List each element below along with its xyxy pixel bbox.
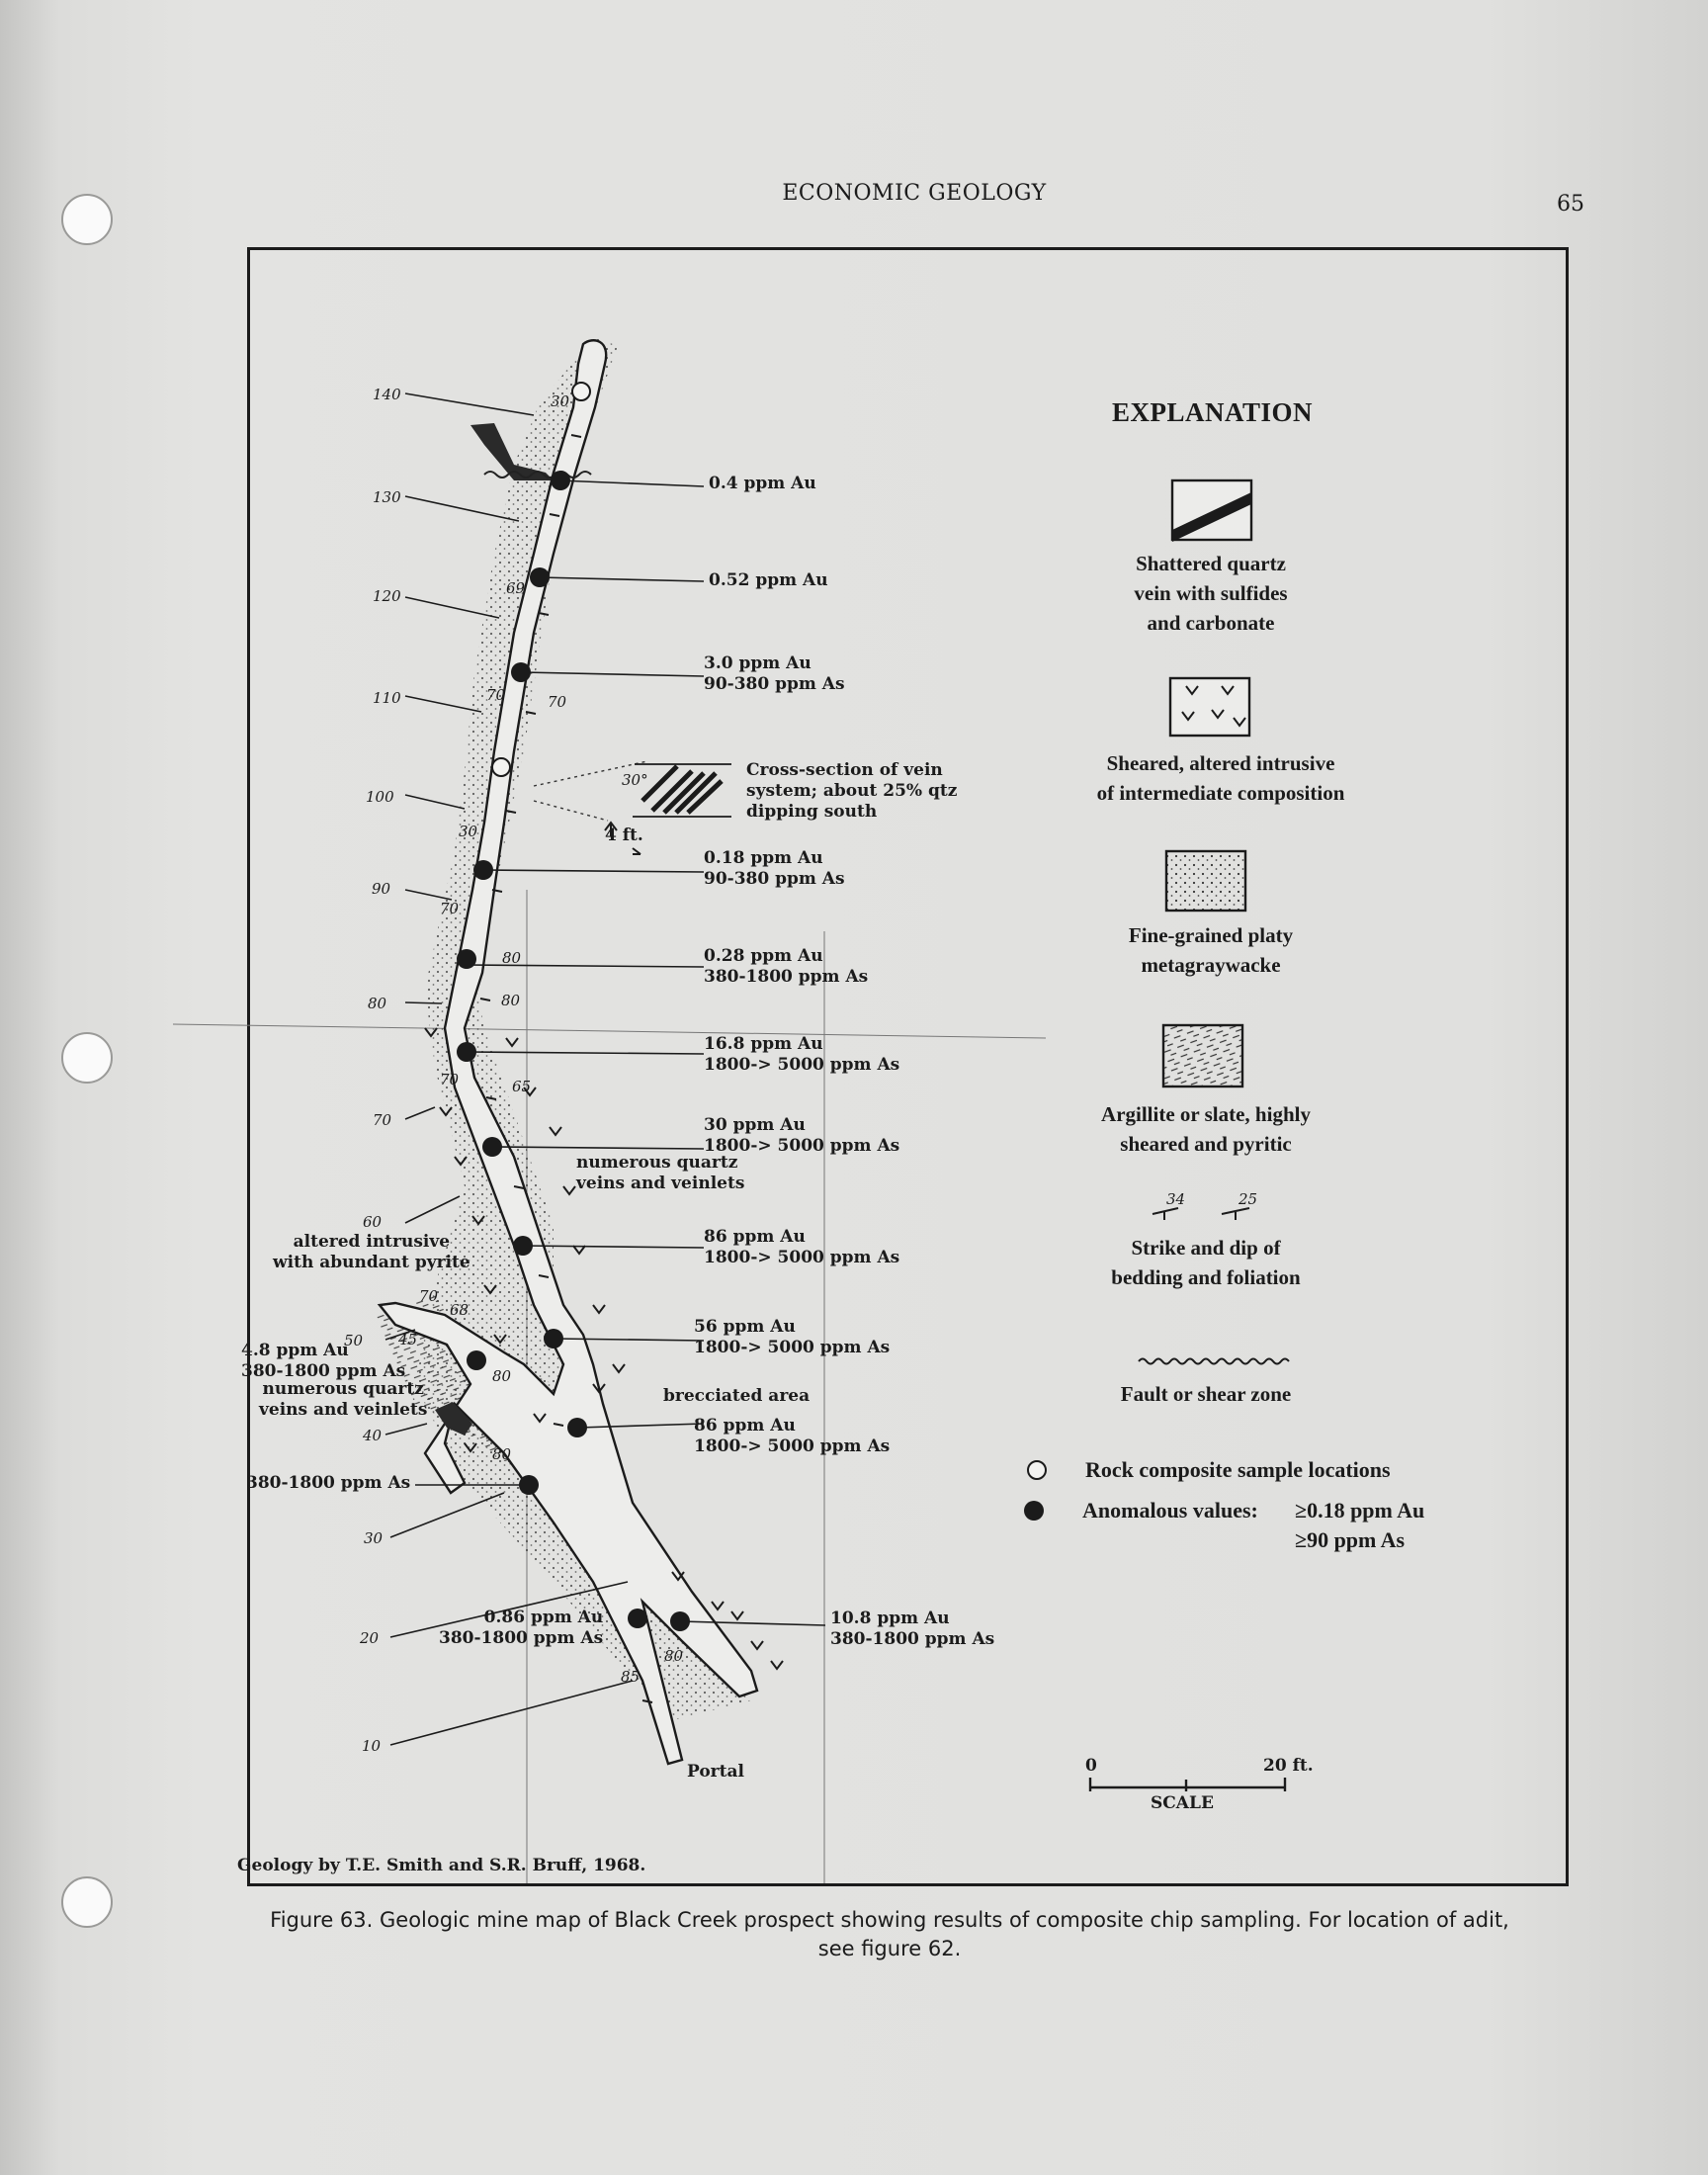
portal-label: Portal (687, 1762, 744, 1782)
sample-label: 0.4 ppm Au (709, 474, 816, 493)
sample-label: 0.86 ppm Au 380-1800 ppm As (439, 1608, 604, 1648)
legend-metagraywacke: Fine-grained platy metagraywacke (1128, 923, 1294, 977)
dip-value: 65 (512, 1078, 532, 1095)
cross-section-width: 4 ft. (605, 826, 643, 845)
distance-mark: 120 (373, 587, 401, 605)
dip-value: 68 (450, 1301, 470, 1319)
legend-anomalous-as: ≥90 ppm As (1295, 1527, 1406, 1552)
legend-fault: Fault or shear zone (1120, 1382, 1292, 1406)
distance-mark: 140 (373, 386, 401, 403)
dip-value: 69 (506, 579, 526, 597)
legend-sheared-intrusive: Sheared, altered intrusive of intermediate composition (1096, 751, 1345, 805)
dip-value: 45 (398, 1331, 418, 1348)
note-quartz-veins-lower: numerous quartz veins and veinlets (259, 1379, 428, 1420)
distance-mark: 40 (363, 1427, 383, 1444)
page-number: 65 (1557, 192, 1584, 217)
distance-mark: 70 (373, 1111, 392, 1129)
dip-value: 80 (501, 992, 521, 1009)
scale-label: SCALE (1151, 1793, 1214, 1813)
dip-value: 70 (440, 1071, 460, 1088)
distance-mark: 60 (363, 1213, 383, 1231)
dip-value: 80 (502, 949, 522, 967)
distance-mark: 100 (366, 788, 394, 806)
dip-value: 80 (492, 1445, 512, 1463)
sample-label: 30 ppm Au 1800-> 5000 ppm As (704, 1115, 900, 1156)
figure-caption: Figure 63. Geologic mine map of Black Creek prospect showing results of composite chip sampling. For location of adit, see figure 62. (270, 1908, 1509, 1960)
sample-label: 56 ppm Au 1800-> 5000 ppm As (694, 1317, 891, 1357)
distance-mark: 50 (344, 1332, 364, 1349)
distance-mark: 110 (373, 689, 401, 707)
map-credit: Geology by T.E. Smith and S.R. Bruff, 1968. (237, 1856, 646, 1875)
legend-anomalous-au: ≥0.18 ppm Au (1295, 1498, 1425, 1522)
dip-value: 80 (664, 1647, 684, 1665)
dip-value: 70 (486, 686, 506, 704)
legend-anomalous: Anomalous values: (1082, 1498, 1258, 1522)
dip-value: 85 (621, 1668, 640, 1686)
dip-value: 70 (440, 900, 460, 917)
legend-quartz-vein: Shattered quartz vein with sulfides and carbonate (1134, 552, 1288, 635)
sample-label: 86 ppm Au 1800-> 5000 ppm As (694, 1416, 891, 1456)
dip-value: 80 (492, 1367, 512, 1385)
dip-value: 70 (548, 693, 567, 711)
dip-value: 70 (419, 1287, 439, 1305)
sample-label: 0.18 ppm Au 90-380 ppm As (704, 848, 845, 889)
scale-start: 0 (1085, 1756, 1097, 1776)
sample-label: 10.8 ppm Au 380-1800 ppm As (830, 1609, 995, 1649)
legend-rock-sample: Rock composite sample locations (1085, 1457, 1391, 1482)
cross-section-note: Cross-section of vein system; about 25% qtz dipping south (746, 760, 958, 822)
sample-label: 380-1800 ppm As (246, 1473, 411, 1493)
legend-argillite: Argillite or slate, highly sheared and pyritic (1101, 1102, 1311, 1156)
distance-mark: 90 (372, 880, 391, 898)
sample-label: 0.28 ppm Au 380-1800 ppm As (704, 946, 869, 987)
note-brecciated: brecciated area (663, 1386, 811, 1406)
legend-strike-example: 25 (1238, 1190, 1258, 1208)
distance-mark: 10 (362, 1737, 382, 1755)
distance-mark: 30 (364, 1529, 384, 1547)
scale-end: 20 ft. (1263, 1756, 1314, 1776)
dip-value: 30 (459, 823, 478, 840)
legend-strike-dip: Strike and dip of bedding and foliation (1111, 1236, 1301, 1289)
sample-label: 0.52 ppm Au (709, 570, 828, 590)
note-quartz-veins-upper: numerous quartz veins and veinlets (576, 1153, 745, 1193)
sample-label: 86 ppm Au 1800-> 5000 ppm As (704, 1227, 900, 1267)
distance-mark: 20 (360, 1629, 380, 1647)
explanation-title: EXPLANATION (1112, 397, 1314, 427)
legend-strike-example: 34 (1166, 1190, 1186, 1208)
dip-value: 30 (551, 392, 570, 410)
sample-label: 3.0 ppm Au 90-380 ppm As (704, 653, 845, 694)
distance-mark: 130 (373, 488, 401, 506)
cross-section-dip: 30° (622, 771, 648, 789)
running-head: ECONOMIC GEOLOGY (782, 181, 1047, 206)
sample-label: 16.8 ppm Au 1800-> 5000 ppm As (704, 1034, 900, 1075)
distance-mark: 80 (368, 995, 387, 1012)
note-altered-intrusive: altered intrusive with abundant pyrite (273, 1232, 470, 1272)
sample-label: 4.8 ppm Au 380-1800 ppm As (241, 1341, 406, 1381)
